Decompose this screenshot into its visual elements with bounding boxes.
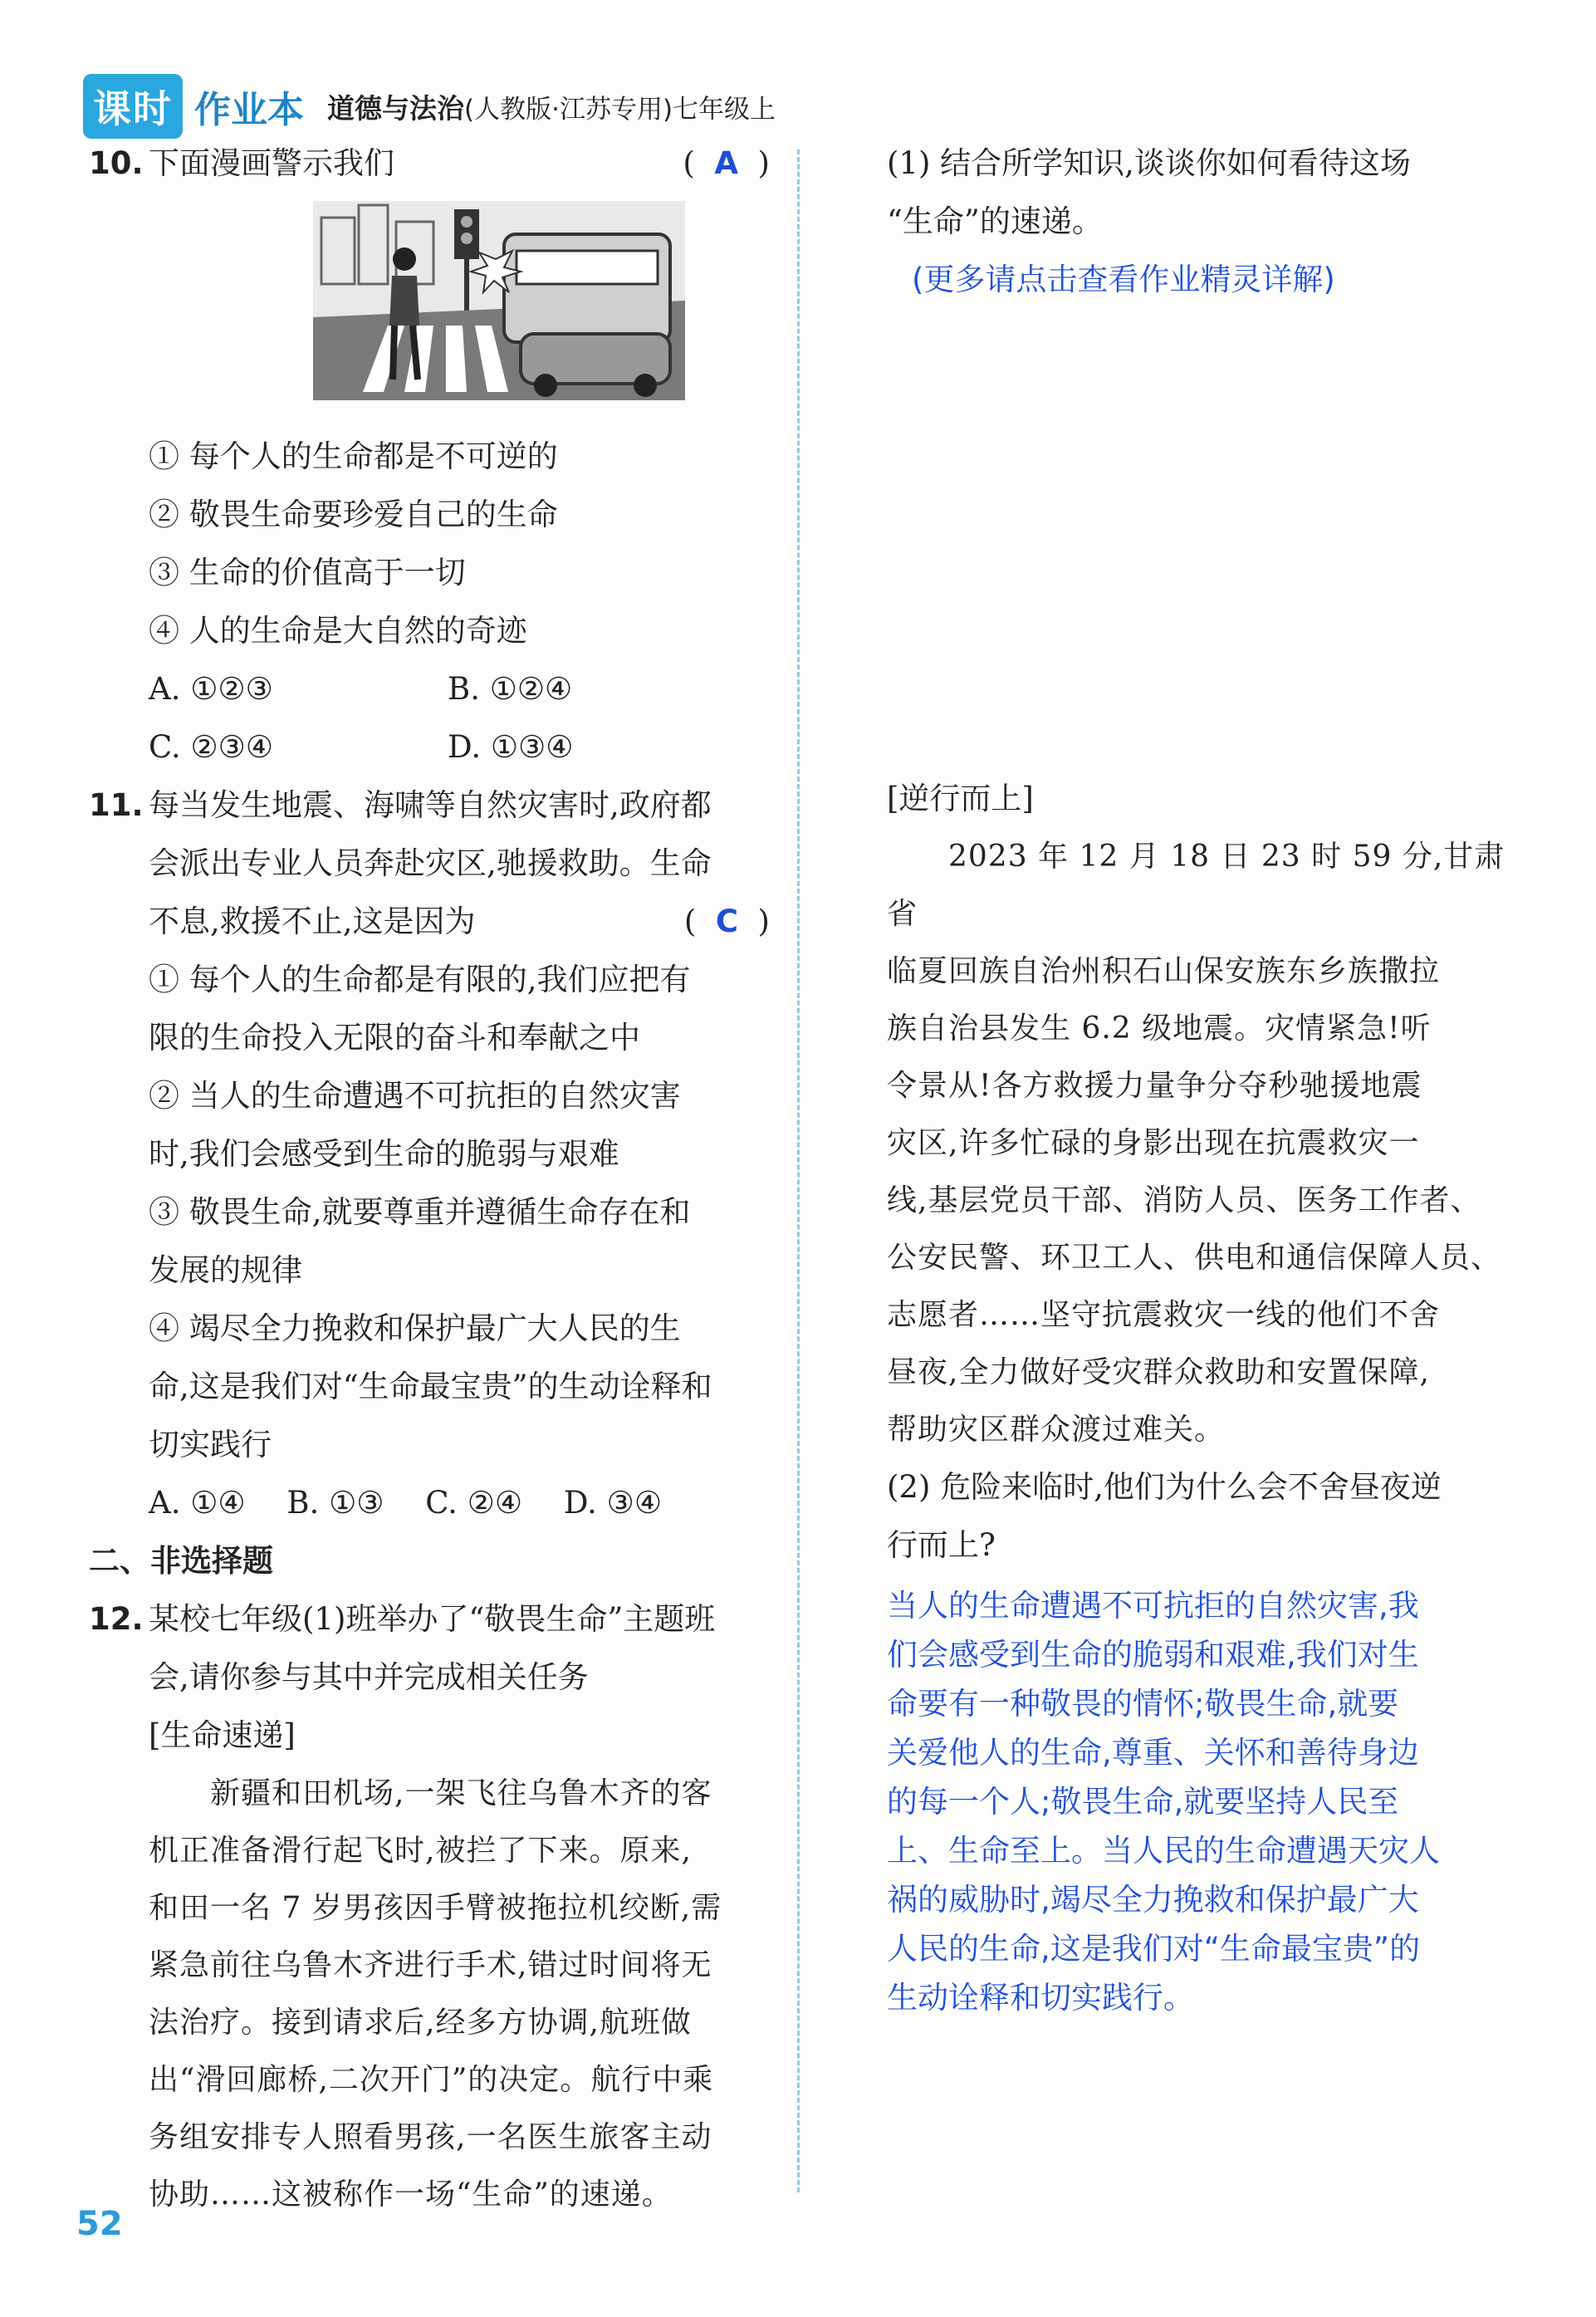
cartoon-illustration bbox=[313, 201, 685, 400]
item-4-line: 命,这是我们对“生命最宝贵”的生动诠释和 bbox=[149, 1369, 712, 1404]
passage-line: 灾区,许多忙碌的身影出现在抗震救灾一 bbox=[887, 1126, 1420, 1160]
question-stem: 下面漫画警示我们 bbox=[149, 145, 394, 181]
stem-line: 会,请你参与其中并完成相关任务 bbox=[149, 1659, 589, 1695]
passage-line: 务组安排专人照看男孩,一名医生旅客主动 bbox=[149, 2120, 712, 2154]
question-number: 11. bbox=[89, 787, 144, 823]
option-b: B. ①②④ bbox=[448, 671, 573, 707]
passage-line: 和田一名 7 岁男孩因手臂被拖拉机绞断,需 bbox=[149, 1891, 722, 1925]
sub-question-1-line: “生命”的速递。 bbox=[887, 203, 1103, 239]
section-heading: 二、非选择题 bbox=[89, 1543, 273, 1579]
passage-line: 临夏回族自治州积石山保安族东乡族撒拉 bbox=[887, 954, 1441, 988]
item-3: ③ 生命的价值高于一切 bbox=[149, 555, 466, 590]
item-2-line: 时,我们会感受到生命的脆弱与艰难 bbox=[149, 1136, 619, 1172]
answer-line: 们会感受到生命的脆弱和艰难,我们对生 bbox=[887, 1637, 1419, 1673]
question-11 bbox=[89, 776, 770, 1532]
passage-line: 族自治县发生 6.2 级地震。灾情紧急!听 bbox=[887, 1012, 1432, 1046]
answer-line: 当人的生命遭遇不可抗拒的自然灾害,我 bbox=[887, 1588, 1419, 1624]
option-a: A. ①④ bbox=[149, 1485, 246, 1521]
option-c: C. ②③④ bbox=[149, 729, 274, 765]
passage-line: 2023 年 12 月 18 日 23 时 59 分,甘肃省 bbox=[887, 840, 1505, 931]
question-12 bbox=[89, 1590, 770, 2223]
passage-line: 帮助灾区群众渡过难关。 bbox=[887, 1413, 1226, 1447]
item-3-line: 发展的规律 bbox=[149, 1252, 302, 1288]
item-3-line: ③ 敬畏生命,就要尊重并遵循生命存在和 bbox=[149, 1194, 691, 1230]
answer-space bbox=[887, 309, 1511, 770]
passage-retrograde bbox=[887, 828, 1511, 1458]
part-title: [生命速递] bbox=[149, 1717, 296, 1753]
passage-line: 公安民警、环卫工人、供电和通信保障人员、 bbox=[887, 1241, 1502, 1275]
item-2: ② 敬畏生命要珍爱自己的生命 bbox=[149, 497, 558, 532]
passage-line: 紧急前往乌鲁木齐进行手术,错过时间将无 bbox=[149, 1948, 712, 1982]
answer-letter: C bbox=[715, 904, 739, 939]
item-1-line: ① 每个人的生命都是有限的,我们应把有 bbox=[149, 962, 691, 997]
answer-line: 关爱他人的生命,尊重、关怀和善待身边 bbox=[887, 1735, 1419, 1771]
item-4: ④ 人的生命是大自然的奇迹 bbox=[149, 613, 527, 649]
option-b: B. ①③ bbox=[286, 1485, 384, 1521]
edition-label: (人教版·江苏专用)七年级上 bbox=[464, 94, 776, 125]
passage-line: 线,基层党员干部、消防人员、医务工作者、 bbox=[887, 1183, 1481, 1217]
logo: 课时 bbox=[83, 74, 183, 139]
passage-line: 协助……这被称作一场“生命”的速递。 bbox=[149, 2177, 673, 2212]
passage-line: 法治疗。接到请求后,经多方协调,航班做 bbox=[149, 2006, 692, 2040]
item-1-line: 限的生命投入无限的奋斗和奉献之中 bbox=[149, 1020, 640, 1056]
answer-line: 祸的威胁时,竭尽全力挽救和保护最广大 bbox=[887, 1882, 1419, 1918]
answer-line: 生动诠释和切实践行。 bbox=[887, 1980, 1194, 2016]
sub-question-2-line: 行而上? bbox=[887, 1527, 996, 1563]
option-c: C. ②④ bbox=[425, 1485, 523, 1521]
answer-line: 的每一个人;敬畏生命,就要坚持人民至 bbox=[887, 1784, 1399, 1820]
answer-letter: A bbox=[714, 145, 739, 181]
item-4-line: ④ 竭尽全力挽救和保护最广大人民的生 bbox=[149, 1310, 681, 1346]
stem-line: 会派出专业人员奔赴灾区,驰援救助。生命 bbox=[149, 845, 712, 881]
passage-line: 出“滑回廊桥,二次开门”的决定。航行中乘 bbox=[149, 2063, 714, 2097]
stem-line: 不息,救援不止,这是因为 bbox=[149, 904, 476, 939]
item-2-line: ② 当人的生命遭遇不可抗拒的自然灾害 bbox=[149, 1078, 681, 1114]
more-details-link[interactable]: (更多请点击查看作业精灵详解) bbox=[912, 262, 1335, 297]
answer-line: 命要有一种敬畏的情怀;敬畏生命,就要 bbox=[887, 1686, 1399, 1722]
stem-line: 每当发生地震、海啸等自然灾害时,政府都 bbox=[149, 787, 712, 823]
passage-life-delivery bbox=[149, 1765, 770, 2223]
passage-line: 令景从!各方救援力量争分夺秒驰援地震 bbox=[887, 1069, 1422, 1103]
right-column bbox=[887, 135, 1511, 2022]
subject-title: 道德与法治 bbox=[327, 91, 464, 125]
answer-paren: ( A ) bbox=[683, 145, 770, 181]
passage-line: 机正准备滑行起飞时,被拦了下来。原来, bbox=[149, 1834, 692, 1868]
item-4-line: 切实践行 bbox=[149, 1427, 272, 1462]
option-d: D. ③④ bbox=[563, 1485, 663, 1521]
answer-paren: ( C ) bbox=[683, 904, 770, 939]
sub-question-2: (2) 危险来临时,他们为什么会不舍昼夜逆 bbox=[887, 1469, 1442, 1505]
book-title: 作业本 bbox=[194, 89, 304, 131]
question-number: 12. bbox=[89, 1601, 144, 1637]
page-header bbox=[83, 73, 776, 140]
option-d: D. ①③④ bbox=[448, 729, 574, 765]
question-number: 10. bbox=[89, 145, 144, 181]
option-a: A. ①②③ bbox=[149, 671, 273, 707]
left-column bbox=[89, 135, 770, 2223]
part-title: [逆行而上] bbox=[887, 781, 1034, 816]
sub-question-2-answer bbox=[887, 1581, 1511, 2022]
answer-line: 人民的生命,这是我们对“生命最宝贵”的 bbox=[887, 1931, 1421, 1967]
answer-line: 上、生命至上。当人民的生命遭遇天灾人 bbox=[887, 1833, 1440, 1869]
passage-line: 昼夜,全力做好受灾群众救助和安置保障, bbox=[887, 1355, 1430, 1389]
stem-line: 某校七年级(1)班举办了“敬畏生命”主题班 bbox=[149, 1601, 716, 1637]
sub-question-1: (1) 结合所学知识,谈谈你如何看待这场 bbox=[887, 145, 1411, 181]
item-1: ① 每个人的生命都是不可逆的 bbox=[149, 438, 558, 474]
question-10 bbox=[89, 135, 770, 776]
column-divider bbox=[797, 149, 800, 2192]
passage-line: 志愿者……坚守抗震救灾一线的他们不舍 bbox=[887, 1298, 1441, 1332]
page-number: 52 bbox=[76, 2205, 123, 2243]
passage-line: 新疆和田机场,一架飞往乌鲁木齐的客 bbox=[210, 1776, 712, 1810]
